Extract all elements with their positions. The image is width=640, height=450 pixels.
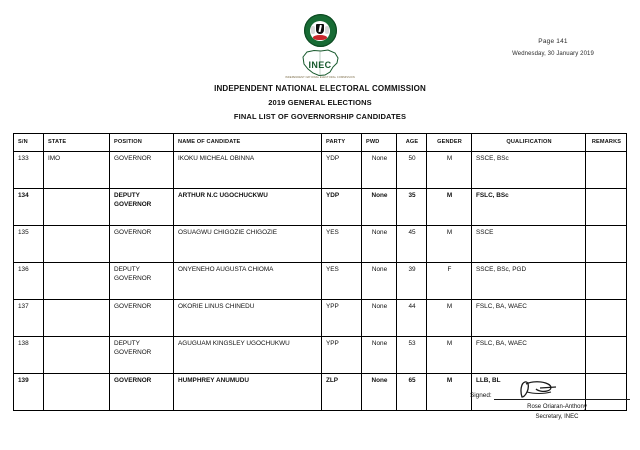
cell-state <box>44 300 110 337</box>
column-header-age: AGE <box>397 134 427 152</box>
candidates-table <box>13 133 627 411</box>
cell-state <box>44 337 110 374</box>
cell-gender: M <box>427 374 472 411</box>
cell-pwd: None <box>362 152 397 189</box>
signatory-title: Secretary, INEC <box>535 414 579 420</box>
signature-label: Signed: <box>470 392 492 399</box>
signatory-name: Rose Oriaran-Anthony <box>527 404 587 410</box>
page-number: Page 141 <box>538 38 568 45</box>
cell-pwd: None <box>362 226 397 263</box>
cell-remarks <box>586 152 627 189</box>
cell-gender: F <box>427 263 472 300</box>
document-title-block <box>0 84 640 121</box>
cell-position: DEPUTY GOVERNOR <box>110 263 174 300</box>
signature-line <box>494 398 630 400</box>
cell-remarks <box>586 263 627 300</box>
column-header-gender: GENDER <box>427 134 472 152</box>
column-header-party: PARTY <box>322 134 362 152</box>
inec-logo <box>285 14 355 82</box>
cell-age: 44 <box>397 300 427 337</box>
cell-state <box>44 189 110 226</box>
cell-name: HUMPHREY ANUMUDU <box>174 374 322 411</box>
column-header-sn: S/N <box>14 134 44 152</box>
column-header-qualification: QUALIFICATION <box>472 134 586 152</box>
cell-age: 35 <box>397 189 427 226</box>
cell-sn: 137 <box>14 300 44 337</box>
cell-pwd: None <box>362 189 397 226</box>
column-header-remarks: REMARKS <box>586 134 627 152</box>
inec-acronym: INEC <box>308 60 332 70</box>
page-date: Wednesday, 30 January 2019 <box>512 51 594 57</box>
cell-qualification: FSLC, BSc <box>472 189 586 226</box>
table-row <box>14 189 627 226</box>
cell-gender: M <box>427 337 472 374</box>
table-row <box>14 263 627 300</box>
cell-remarks <box>586 337 627 374</box>
candidates-table-wrapper <box>13 133 627 411</box>
cell-pwd: None <box>362 300 397 337</box>
cell-party: YDP <box>322 189 362 226</box>
cell-sn: 139 <box>14 374 44 411</box>
cell-party: ZLP <box>322 374 362 411</box>
document-title-line-2: 2019 GENERAL ELECTIONS <box>268 98 372 107</box>
cell-age: 50 <box>397 152 427 189</box>
cell-remarks <box>586 226 627 263</box>
cell-party: YPP <box>322 300 362 337</box>
column-header-state: STATE <box>44 134 110 152</box>
cell-sn: 138 <box>14 337 44 374</box>
cell-age: 65 <box>397 374 427 411</box>
cell-name: ARTHUR N.C UGOCHUCKWU <box>174 189 322 226</box>
handwritten-signature-icon <box>516 379 562 399</box>
cell-name: IKOKU MICHEAL OBINNA <box>174 152 322 189</box>
cell-pwd: None <box>362 374 397 411</box>
cell-position: DEPUTY GOVERNOR <box>110 189 174 226</box>
cell-pwd: None <box>362 263 397 300</box>
column-header-name: NAME OF CANDIDATE <box>174 134 322 152</box>
cell-name: OSUAGWU CHIGOZIE CHIGOZIE <box>174 226 322 263</box>
cell-gender: M <box>427 226 472 263</box>
document-title-line-3: FINAL LIST OF GOVERNORSHIP CANDIDATES <box>233 112 407 121</box>
cell-position: DEPUTY GOVERNOR <box>110 337 174 374</box>
cell-position: GOVERNOR <box>110 152 174 189</box>
cell-position: GOVERNOR <box>110 374 174 411</box>
cell-age: 39 <box>397 263 427 300</box>
cell-qualification: FSLC, BA, WAEC <box>472 337 586 374</box>
cell-gender: M <box>427 300 472 337</box>
table-row <box>14 152 627 189</box>
cell-gender: M <box>427 189 472 226</box>
cell-qualification: FSLC, BA, WAEC <box>472 300 586 337</box>
cell-state <box>44 263 110 300</box>
cell-party: YDP <box>322 152 362 189</box>
cell-gender: M <box>427 152 472 189</box>
cell-party: YPP <box>322 337 362 374</box>
table-row <box>14 226 627 263</box>
cell-remarks <box>586 189 627 226</box>
signature-block <box>470 392 630 420</box>
inec-logo-subtext: INDEPENDENT NATIONAL ELECTORAL COMMISSION <box>285 76 355 79</box>
cell-sn: 135 <box>14 226 44 263</box>
column-header-position: POSITION <box>110 134 174 152</box>
page-meta <box>478 38 628 57</box>
cell-sn: 133 <box>14 152 44 189</box>
cell-age: 45 <box>397 226 427 263</box>
cell-remarks <box>586 300 627 337</box>
cell-pwd: None <box>362 337 397 374</box>
cell-name: OKORIE LINUS CHINEDU <box>174 300 322 337</box>
masthead <box>0 0 640 121</box>
cell-position: GOVERNOR <box>110 226 174 263</box>
cell-state: IMO <box>44 152 110 189</box>
cell-qualification: LLB, BL <box>472 374 586 411</box>
cell-qualification: SSCE <box>472 226 586 263</box>
document-title-line-1: INDEPENDENT NATIONAL ELECTORAL COMMISSION <box>214 84 426 93</box>
cell-position: GOVERNOR <box>110 300 174 337</box>
cell-name: ONYENEHO AUGUSTA CHIOMA <box>174 263 322 300</box>
cell-sn: 136 <box>14 263 44 300</box>
column-header-pwd: PWD <box>362 134 397 152</box>
cell-state <box>44 226 110 263</box>
table-body <box>14 152 627 411</box>
cell-state <box>44 374 110 411</box>
cell-qualification: SSCE, BSc <box>472 152 586 189</box>
cell-age: 53 <box>397 337 427 374</box>
table-header-row <box>14 134 627 152</box>
nigeria-map-icon <box>285 48 355 79</box>
cell-name: AGUGUAM KINGSLEY UGOCHUKWU <box>174 337 322 374</box>
nigeria-coat-of-arms-icon <box>304 14 337 47</box>
cell-party: YES <box>322 226 362 263</box>
cell-party: YES <box>322 263 362 300</box>
table-row <box>14 337 627 374</box>
table-row <box>14 300 627 337</box>
cell-qualification: SSCE, BSc, PGD <box>472 263 586 300</box>
cell-sn: 134 <box>14 189 44 226</box>
